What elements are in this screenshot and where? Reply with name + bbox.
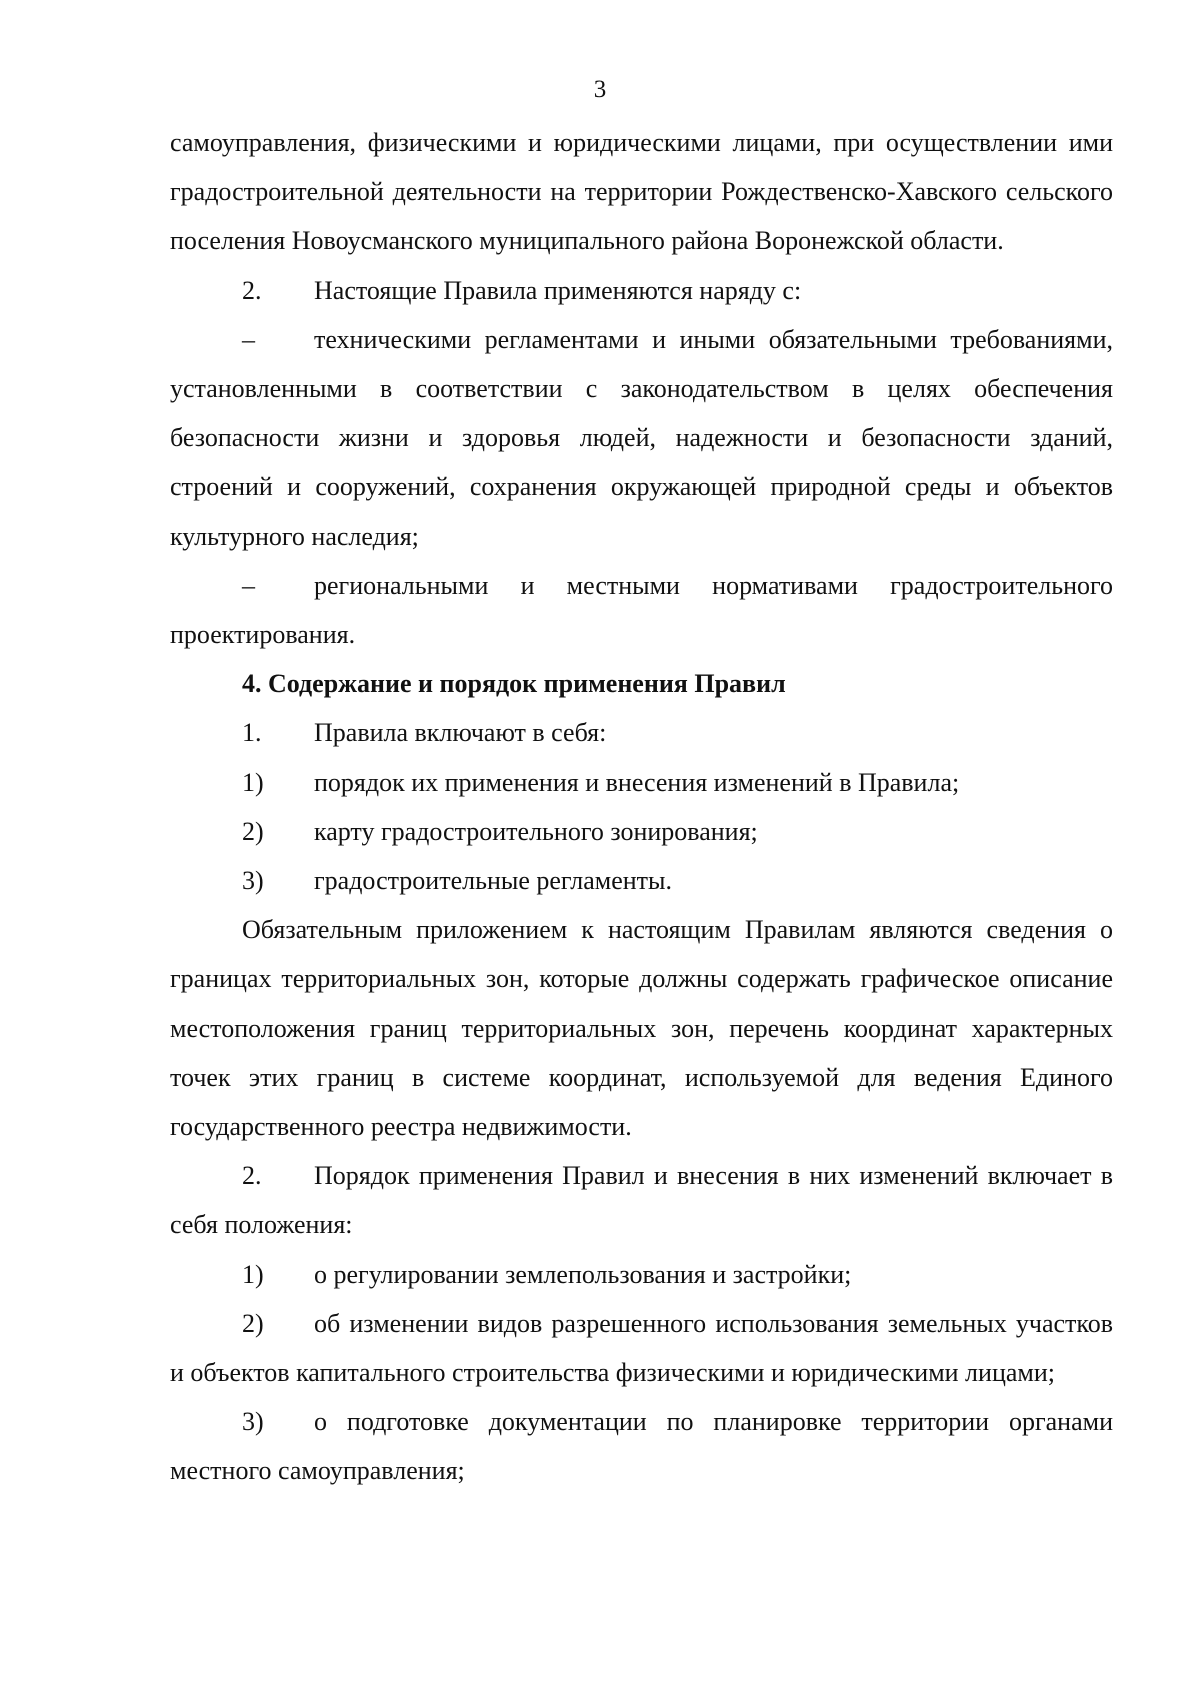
- sublist-item-3-planning-docs: [170, 1397, 1113, 1495]
- dash-text: региональными и местными нормативами градостроительного проектирования.: [170, 570, 1113, 650]
- list-text: карту градостроительного зонирования;: [314, 816, 758, 846]
- dash-text: техническими регламентами и иными обязательными требованиями, установленными в соответствии с законодательством в целях обеспечения безопасности жизни и здоровья людей, надежности и безопасности зданий, строений и сооружений, сохранения окружающей природной среды и объектов культурного наследия;: [170, 324, 1113, 551]
- sublist-item-1-regulation: [170, 1250, 1113, 1299]
- list-item-2-procedure: [170, 1151, 1113, 1249]
- list-marker: 3): [242, 1407, 264, 1437]
- list-item-1: [242, 708, 1113, 757]
- list-marker: 1): [242, 1259, 264, 1289]
- dash-marker: –: [242, 324, 255, 354]
- paragraph-appendix: Обязательным приложением к настоящим Правилам являются сведения о границах территориальных зон, которые должны содержать графическое описание местоположения границ территориальных зон, перечень координат характерных точек этих границ в системе координат, используемой для ведения Единого государственного реестра недвижимости.: [170, 915, 1113, 1142]
- list-text: Правила включают в себя:: [314, 718, 607, 748]
- dash-item-technical-regulations: [170, 315, 1113, 561]
- list-marker: 3): [242, 866, 264, 896]
- list-text: о подготовке документации по планировке территории органами местного самоуправления;: [170, 1407, 1113, 1486]
- page-number: 3: [593, 76, 607, 103]
- list-marker: 2.: [242, 275, 262, 305]
- list-marker: 2): [242, 1308, 264, 1338]
- sublist-item-2: [242, 807, 1113, 856]
- list-item-2: [242, 266, 1113, 315]
- sublist-item-1: [242, 758, 1113, 807]
- list-text: о регулировании землепользования и застройки;: [314, 1259, 852, 1289]
- list-text: градостроительные регламенты.: [314, 866, 673, 896]
- list-marker: 1.: [242, 718, 262, 748]
- sublist-item-2-change-use: [170, 1299, 1113, 1397]
- list-marker: 2.: [242, 1161, 262, 1191]
- sublist-item-3: [242, 856, 1113, 905]
- list-marker: 2): [242, 816, 264, 846]
- list-text: об изменении видов разрешенного использования земельных участков и объектов капитального строительства физическими и юридическими лицами;: [170, 1308, 1113, 1388]
- list-marker: 1): [242, 767, 264, 797]
- section-heading: 4. Содержание и порядок применения Правил: [242, 669, 786, 699]
- list-text: порядок их применения и внесения изменений в Правила;: [314, 767, 960, 797]
- document-body: [170, 118, 1113, 1496]
- list-text: Порядок применения Правил и внесения в них изменений включает в себя положения:: [170, 1161, 1113, 1240]
- paragraph-continuation: самоуправления, физическими и юридическими лицами, при осуществлении ими градостроительной деятельности на территории Рождественско-Хавского сельского поселения Новоусманского муниципального района Воронежской области.: [170, 128, 1113, 256]
- dash-marker: –: [242, 570, 255, 600]
- list-text: Настоящие Правила применяются наряду с:: [314, 275, 802, 305]
- dash-item-regional-norms: [170, 561, 1113, 659]
